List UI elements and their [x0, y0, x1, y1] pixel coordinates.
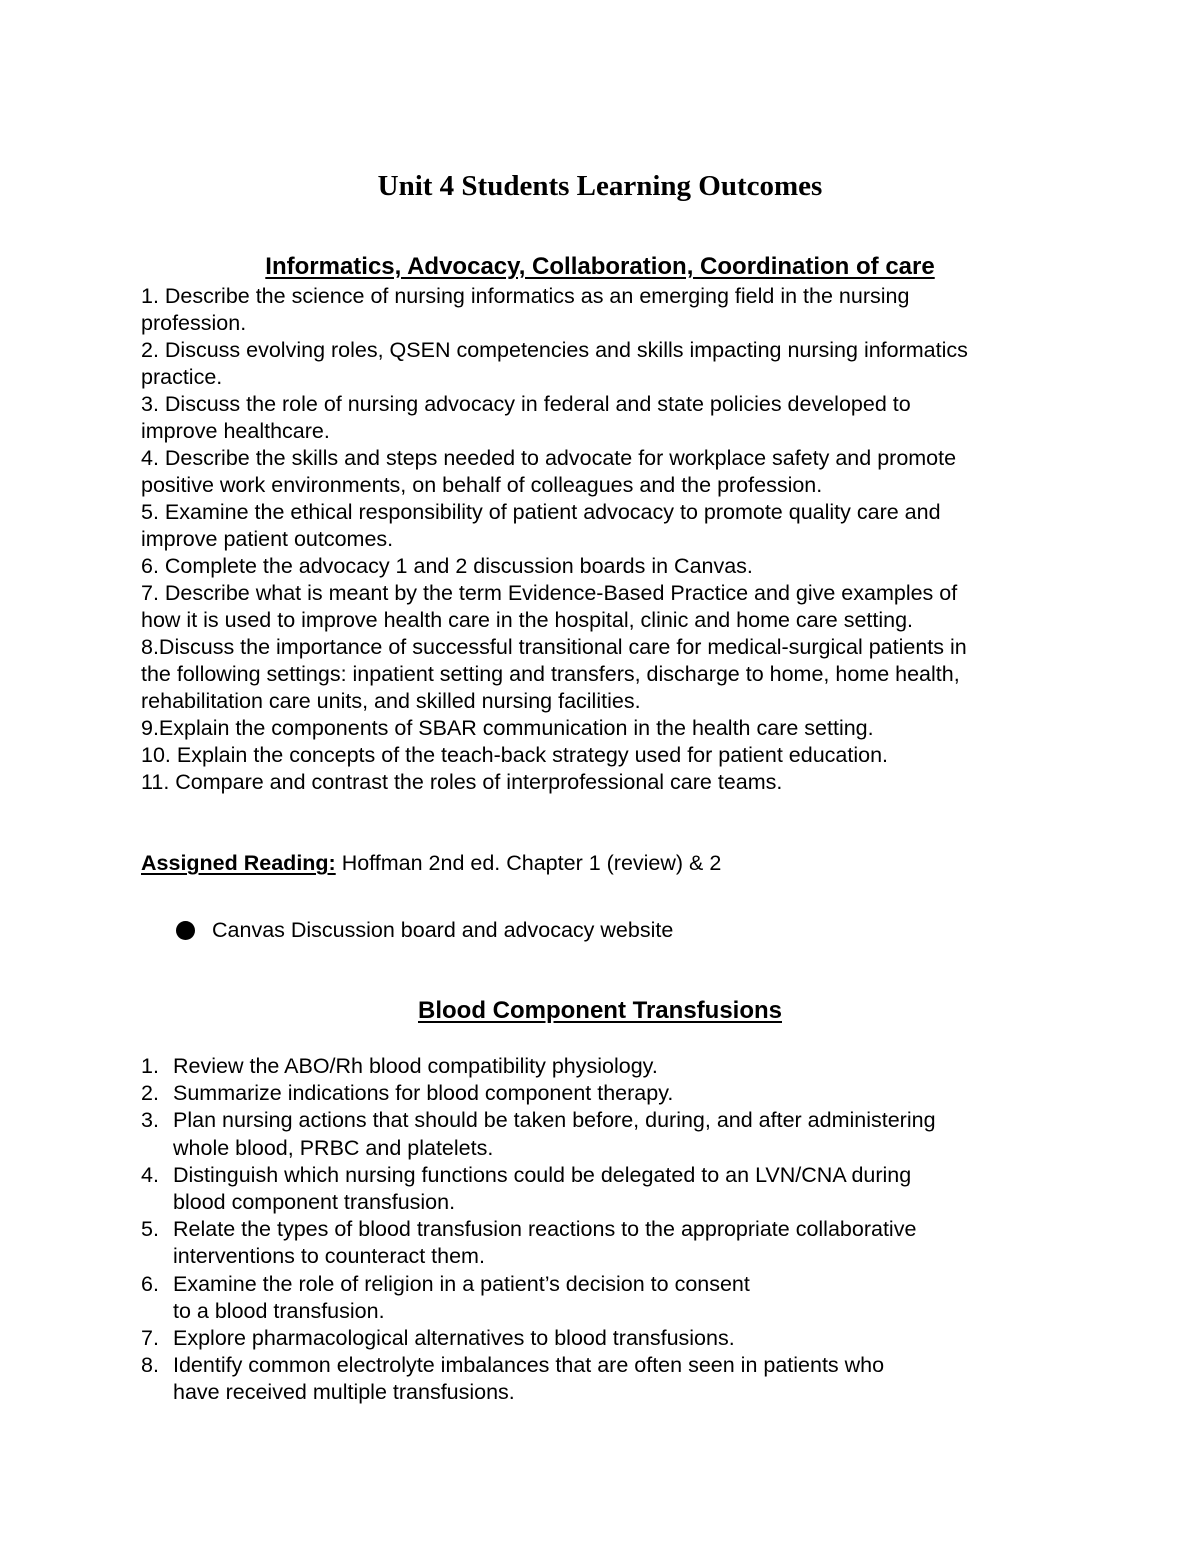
outcome-line: 3. Discuss the role of nursing advocacy in federal and state policies developed to — [141, 392, 911, 416]
page-title: Unit 4 Students Learning Outcomes — [377, 170, 823, 202]
bullet-item — [176, 917, 673, 944]
list-text: whole blood, PRBC and platelets. — [173, 1135, 494, 1160]
list-item — [141, 1325, 1041, 1352]
list-text: Summarize indications for blood component therapy. — [173, 1081, 674, 1106]
list-number: 4. — [141, 1162, 159, 1187]
list-text: Explore pharmacological alternatives to blood transfusions. — [173, 1326, 735, 1351]
outcome-line: practice. — [141, 365, 223, 389]
list-item — [141, 1135, 1041, 1162]
list-number — [141, 1135, 173, 1162]
list-number — [141, 1189, 173, 1216]
section-heading-blood: Blood Component Transfusions — [418, 997, 782, 1024]
outcomes-list — [141, 283, 1061, 796]
bullet-icon — [176, 921, 195, 940]
list-number: 1. — [141, 1054, 159, 1078]
outcome-line: 4. Describe the skills and steps needed to advocate for workplace safety and promote — [141, 446, 957, 470]
blood-outcomes-list — [141, 1053, 1041, 1407]
list-item — [141, 1379, 1041, 1406]
outcome-line: improve patient outcomes. — [141, 527, 394, 551]
list-item — [141, 1271, 1041, 1298]
list-item — [141, 1243, 1041, 1270]
outcome-line: the following settings: inpatient setting and transfers, discharge to home, home health, — [141, 662, 960, 686]
outcome-line: 11. Compare and contrast the roles of interprofessional care teams. — [141, 770, 783, 794]
list-number: 2. — [141, 1081, 159, 1106]
assigned-reading-text: Hoffman 2nd ed. Chapter 1 (review) & 2 — [335, 851, 722, 875]
list-text: Distinguish which nursing functions could be delegated to an LVN/CNA during — [173, 1162, 912, 1187]
outcome-line: 10. Explain the concepts of the teach-back strategy used for patient education. — [141, 743, 888, 767]
outcome-line: 6. Complete the advocacy 1 and 2 discussion boards in Canvas. — [141, 554, 753, 578]
list-text: blood component transfusion. — [173, 1190, 456, 1215]
list-number: 8. — [141, 1353, 159, 1378]
assigned-reading — [141, 850, 1061, 877]
list-number — [141, 1298, 173, 1325]
outcome-line: 2. Discuss evolving roles, QSEN competencies and skills impacting nursing informatics — [141, 338, 968, 362]
list-number: 7. — [141, 1326, 159, 1351]
section-heading-informatics: Informatics, Advocacy, Collaboration, Coordination of care — [265, 253, 935, 280]
list-number: 5. — [141, 1217, 159, 1242]
outcome-line: 9.Explain the components of SBAR communication in the health care setting. — [141, 716, 874, 740]
list-text: Examine the role of religion in a patient’s decision to consent — [173, 1271, 750, 1296]
bullet-text: Canvas Discussion board and advocacy website — [212, 918, 674, 942]
list-text: have received multiple transfusions. — [173, 1380, 515, 1405]
list-number: 3. — [141, 1108, 159, 1133]
outcome-line: 7. Describe what is meant by the term Evidence-Based Practice and give examples of — [141, 581, 958, 605]
outcome-line: 8.Discuss the importance of successful transitional care for medical-surgical patients in — [141, 635, 967, 659]
list-item — [141, 1216, 1041, 1243]
outcome-line: improve healthcare. — [141, 419, 330, 443]
outcome-line: profession. — [141, 311, 247, 335]
list-item — [141, 1053, 1041, 1080]
assigned-reading-label: Assigned Reading: — [141, 851, 336, 875]
list-number — [141, 1243, 173, 1270]
outcome-line: 5. Examine the ethical responsibility of patient advocacy to promote quality care and — [141, 500, 941, 524]
list-text: Relate the types of blood transfusion reactions to the appropriate collaborative — [173, 1217, 917, 1242]
outcome-line: 1. Describe the science of nursing informatics as an emerging field in the nursing — [141, 284, 910, 308]
list-number: 6. — [141, 1271, 159, 1296]
list-item — [141, 1298, 1041, 1325]
list-text: Identify common electrolyte imbalances that are often seen in patients who — [173, 1353, 885, 1378]
list-item — [141, 1162, 1041, 1189]
list-text: interventions to counteract them. — [173, 1244, 485, 1269]
outcome-line: positive work environments, on behalf of colleagues and the profession. — [141, 473, 823, 497]
list-item — [141, 1352, 1041, 1379]
list-text: Plan nursing actions that should be taken before, during, and after administering — [173, 1108, 936, 1133]
list-item — [141, 1107, 1041, 1134]
list-text: to a blood transfusion. — [173, 1298, 385, 1323]
list-number — [141, 1379, 173, 1406]
list-text: Review the ABO/Rh blood compatibility physiology. — [173, 1054, 658, 1078]
list-item — [141, 1189, 1041, 1216]
outcome-line: how it is used to improve health care in the hospital, clinic and home care setting. — [141, 608, 914, 632]
outcome-line: rehabilitation care units, and skilled nursing facilities. — [141, 689, 641, 713]
list-item — [141, 1080, 1041, 1107]
